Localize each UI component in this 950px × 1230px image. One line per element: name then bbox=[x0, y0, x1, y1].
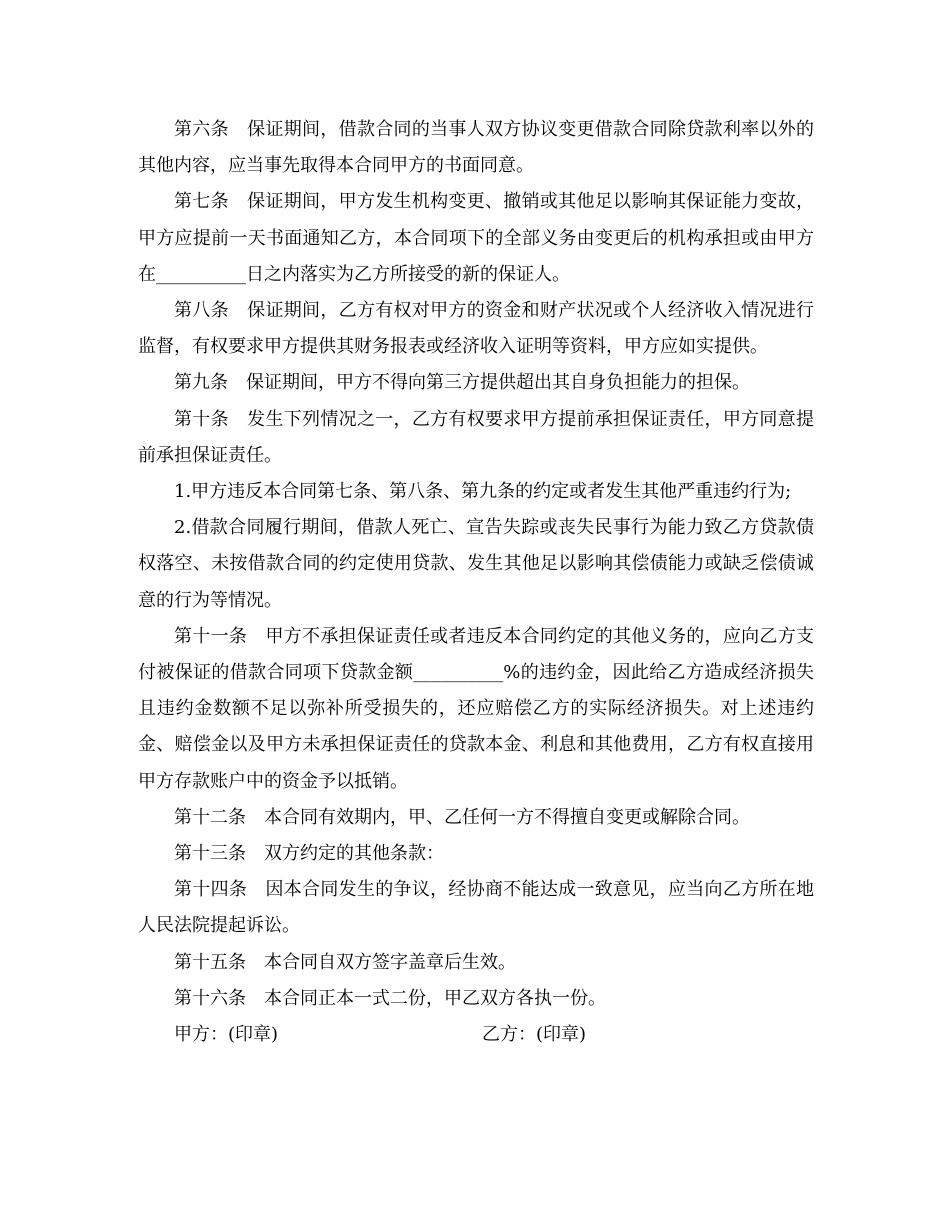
clause-14: 第十四条 因本合同发生的争议，经协商不能达成一致意见，应当向乙方所在地人民法院提起诉讼。 bbox=[138, 879, 814, 937]
clause-12: 第十二条 本合同有效期内，甲、乙任何一方不得擅自变更或解除合同。 bbox=[174, 806, 750, 828]
clause-10-item-1: 1.甲方违反本合同第七条、第八条、第九条的约定或者发生其他严重违约行为; bbox=[174, 481, 792, 503]
signature-row bbox=[138, 1017, 814, 1053]
clause-15: 第十五条 本合同自双方签字盖章后生效。 bbox=[174, 951, 516, 973]
clause-9: 第九条 保证期间，甲方不得向第三方提供超出其自身负担能力的担保。 bbox=[174, 372, 750, 394]
clause-6: 第六条 保证期间，借款合同的当事人双方协议变更借款合同除贷款利率以外的其他内容，应当事先取得本合同甲方的书面同意。 bbox=[138, 119, 814, 177]
contract-page bbox=[138, 112, 814, 1053]
clause-10: 第十条 发生下列情况之一，乙方有权要求甲方提前承担保证责任，甲方同意提前承担保证责任。 bbox=[138, 408, 814, 466]
clause-10-item-2: 2.借款合同履行期间，借款人死亡、宣告失踪或丧失民事行为能力致乙方贷款债权落空、未按借款合同的约定使用贷款、发生其他足以影响其偿债能力或缺乏偿债诚意的行为等情况。 bbox=[138, 517, 814, 611]
clause-8: 第八条 保证期间，乙方有权对甲方的资金和财产状况或个人经济收入情况进行监督，有权要求甲方提供其财务报表或经济收入证明等资料，甲方应如实提供。 bbox=[138, 300, 814, 358]
clause-13: 第十三条 双方约定的其他条款： bbox=[174, 843, 444, 865]
clause-16: 第十六条 本合同正本一式二份，甲乙双方各执一份。 bbox=[174, 987, 606, 1009]
party-a-signature: 甲方：(印章) bbox=[174, 1024, 279, 1046]
clause-11: 第十一条 甲方不承担保证责任或者违反本合同约定的其他义务的，应向乙方支付被保证的借款合同项下贷款金额__________%的违约金，因此给乙方造成经济损失且违约金数额不足以弥补所受损失的，还应赔偿乙方的实际经济损失。对上述违约金、赔偿金以及甲方未承担保证责任的贷款本金、利息和其他费用，乙方有权直接用甲方存款账户中的资金予以抵销。 bbox=[138, 625, 814, 792]
clause-7: 第七条 保证期间，甲方发生机构变更、撤销或其他足以影响其保证能力变故，甲方应提前一天书面通知乙方，本合同项下的全部义务由变更后的机构承担或由甲方在__________日之内落实为乙方所接受的新的保证人。 bbox=[138, 191, 814, 285]
party-b-signature: 乙方：(印章) bbox=[482, 1024, 587, 1046]
